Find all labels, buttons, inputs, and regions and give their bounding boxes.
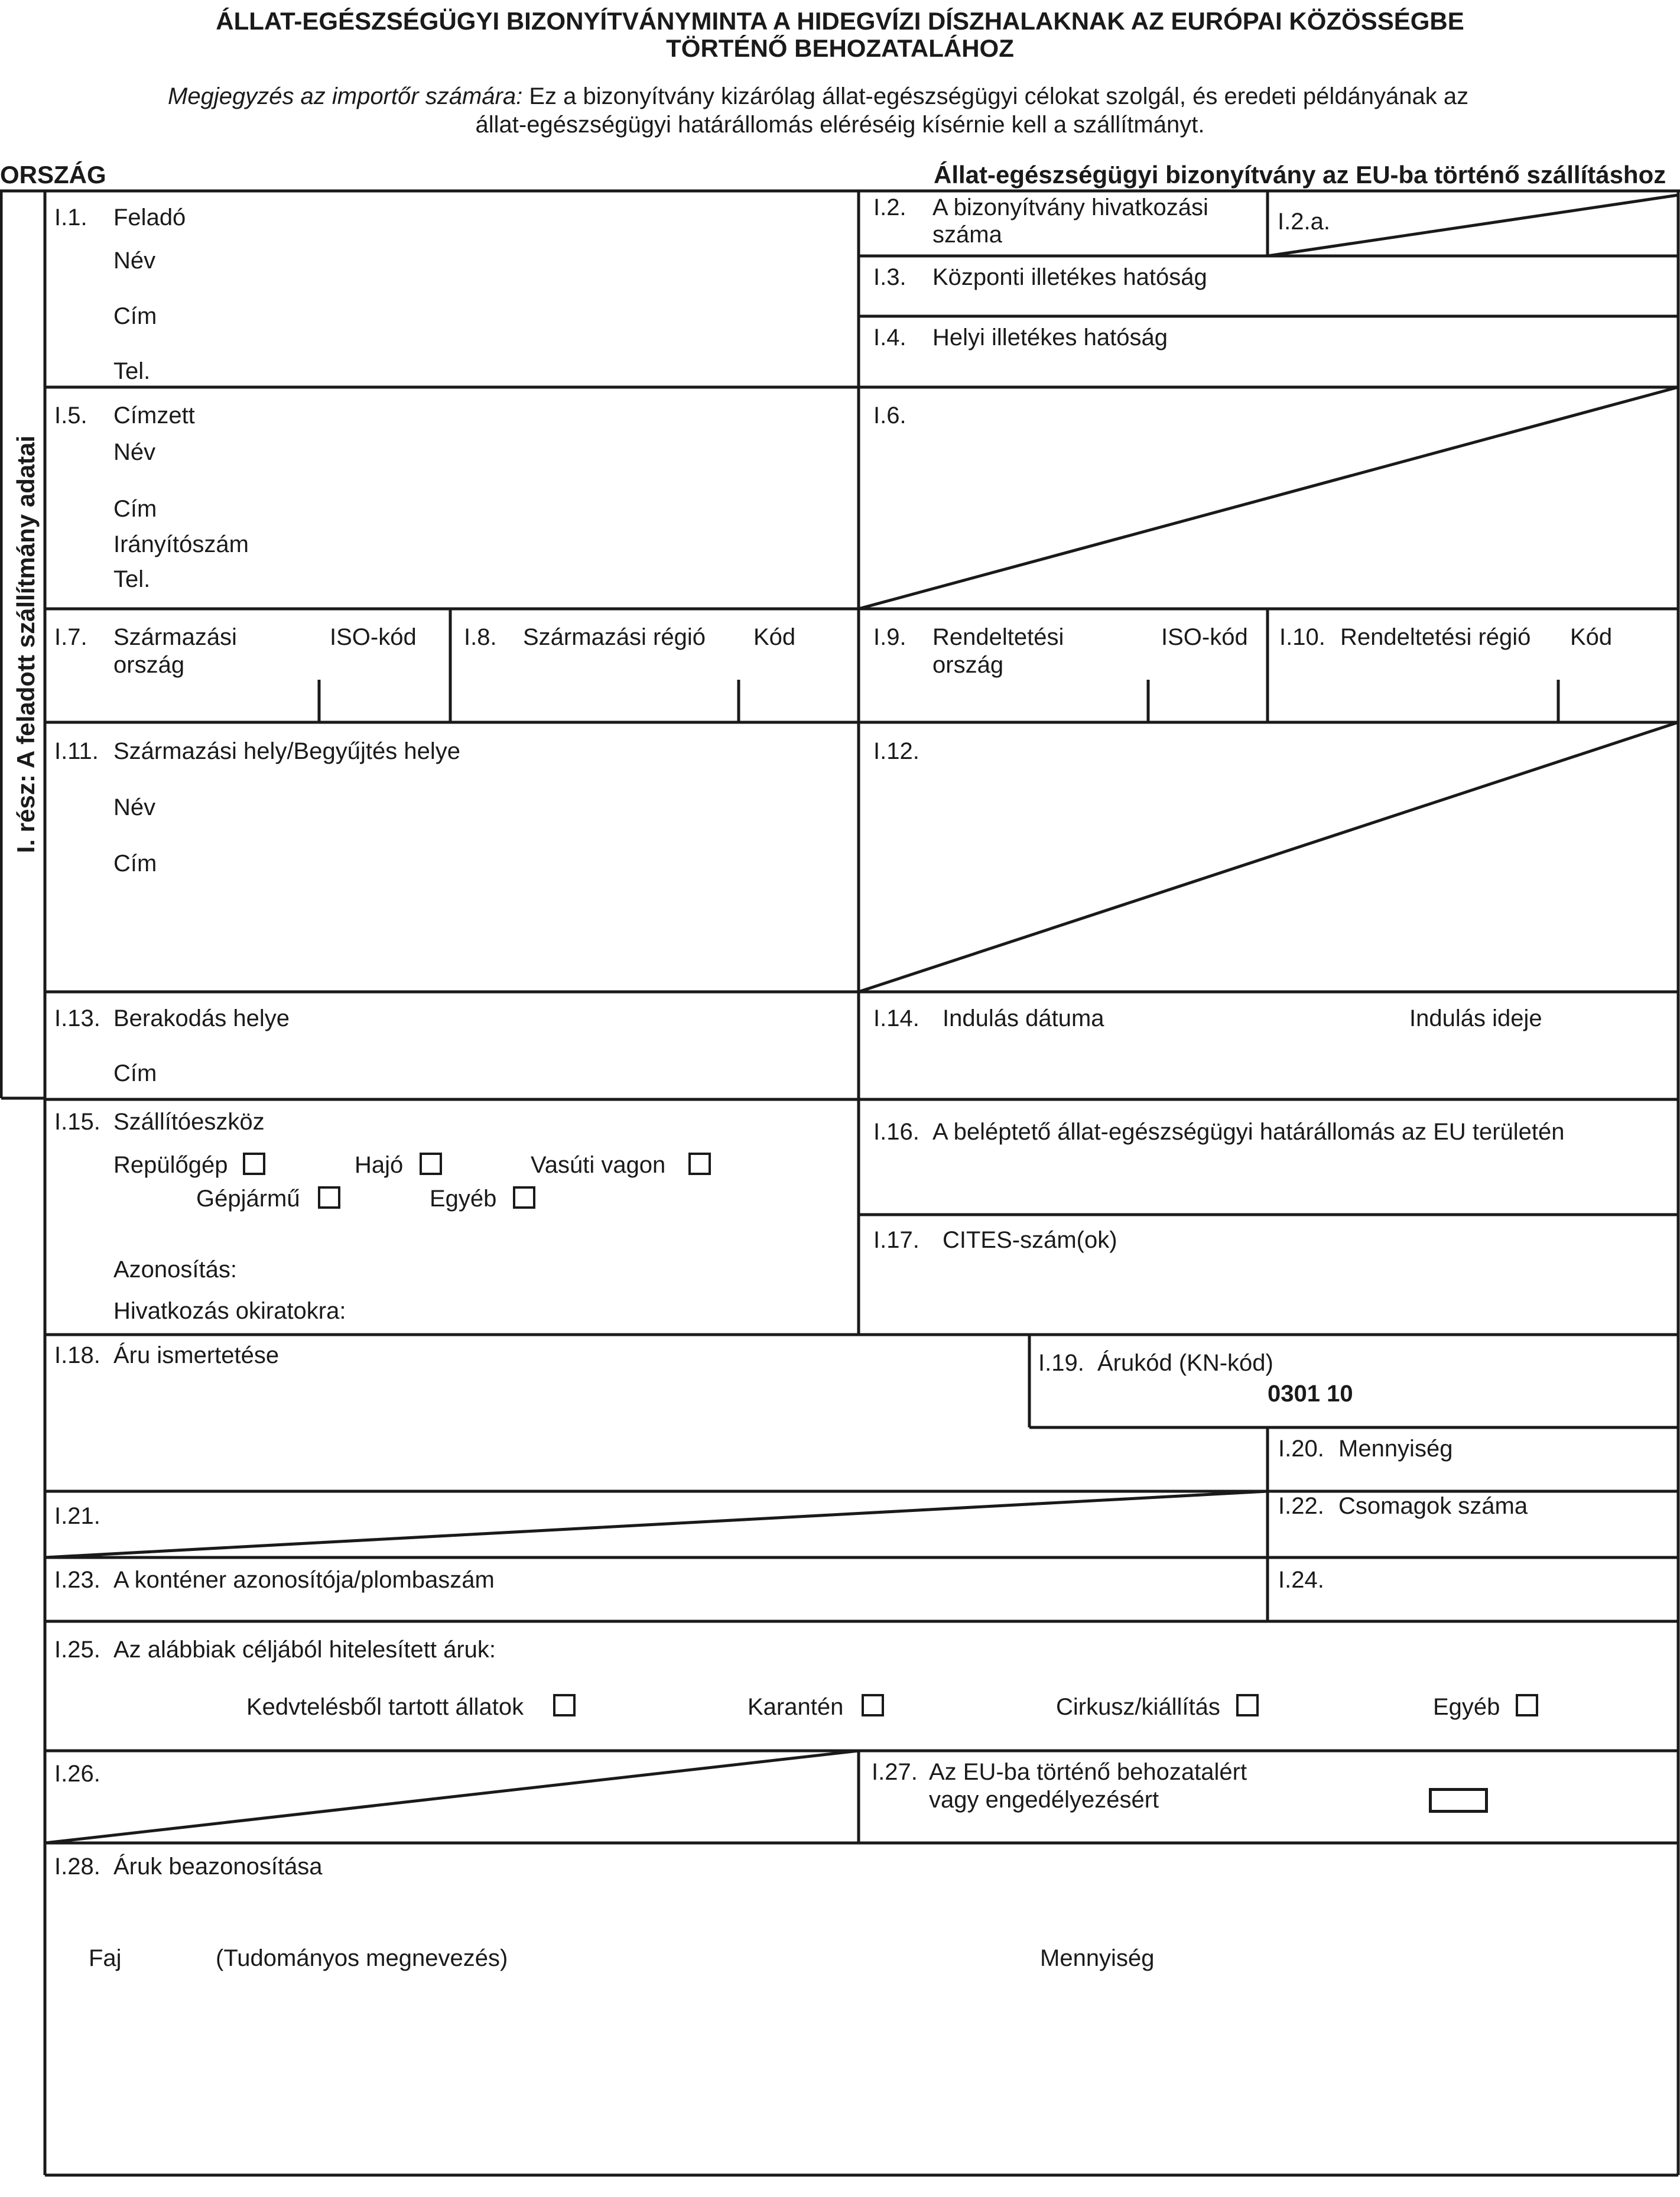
- i15-plane-label: Repülőgép: [113, 1152, 228, 1178]
- i6-number: I.6.: [873, 403, 906, 429]
- i2-number: I.2.: [873, 194, 906, 220]
- title-line-2: TÖRTÉNŐ BEHOZATALÁHOZ: [666, 34, 1014, 62]
- i26-number: I.26.: [54, 1761, 100, 1787]
- i1-name: Név: [113, 248, 156, 274]
- i17-number: I.17.: [873, 1227, 919, 1253]
- i11-name: Név: [113, 794, 156, 820]
- title-line-1: ÁLLAT-EGÉSZSÉGÜGYI BIZONYÍTVÁNYMINTA A HIDEGVÍZI DÍSZHALAKNAK AZ EURÓPAI KÖZÖSSÉGBE: [216, 7, 1464, 35]
- i15-other-checkbox[interactable]: [513, 1186, 535, 1209]
- i17-label: CITES-szám(ok): [943, 1227, 1117, 1253]
- i2-label-2: száma: [932, 222, 1002, 248]
- i7-iso-code: ISO-kód: [330, 624, 417, 650]
- i28-species-column: Faj: [89, 1945, 122, 1971]
- i5-postcode: Irányítószám: [113, 531, 249, 557]
- importer-note-text: Ez a bizonyítvány kizárólag állat-egészségügyi célokat szolgál, és eredeti példányának az: [529, 83, 1469, 109]
- i3-number: I.3.: [873, 264, 906, 290]
- i9-label-1: Rendeltetési: [932, 624, 1064, 650]
- i16-label: A beléptető állat-egészségügyi határállomás az EU területén: [932, 1119, 1565, 1145]
- i15-number: I.15.: [54, 1109, 100, 1135]
- i4-label: Helyi illetékes hatóság: [932, 324, 1168, 351]
- i11-address: Cím: [113, 851, 157, 877]
- i7-number: I.7.: [54, 624, 87, 650]
- i9-label-2: ország: [932, 652, 1004, 678]
- i25-other-label: Egyéb: [1433, 1694, 1500, 1720]
- i4-number: I.4.: [873, 324, 906, 351]
- i13-number: I.13.: [54, 1005, 100, 1031]
- i10-code: Kód: [1570, 624, 1613, 650]
- i7-label-2: ország: [113, 652, 185, 678]
- i15-rail-checkbox[interactable]: [688, 1153, 711, 1175]
- i8-label: Származási régió: [523, 624, 706, 650]
- i27-label-2: vagy engedélyezésért: [929, 1787, 1159, 1813]
- i8-number: I.8.: [464, 624, 497, 650]
- i15-rail-label: Vasúti vagon: [531, 1152, 666, 1178]
- i28-label: Áruk beazonosítása: [113, 1854, 323, 1880]
- i15-ship-label: Hajó: [355, 1152, 404, 1178]
- i28-quantity-column: Mennyiség: [1040, 1945, 1155, 1971]
- i15-ship-checkbox[interactable]: [420, 1153, 442, 1175]
- i15-identification: Azonosítás:: [113, 1257, 238, 1283]
- i10-label: Rendeltetési régió: [1340, 624, 1531, 650]
- i22-number: I.22.: [1278, 1493, 1324, 1519]
- i25-circus-checkbox[interactable]: [1236, 1694, 1259, 1716]
- i13-address: Cím: [113, 1060, 157, 1086]
- i2a-number: I.2.a.: [1278, 209, 1330, 235]
- i18-label: Áru ismertetése: [113, 1342, 280, 1368]
- i5-name: Név: [113, 439, 156, 465]
- certificate-title: Állat-egészségügyi bizonyítvány az EU-ba történő szállításhoz: [934, 161, 1666, 189]
- part-one-side-label: [8, 189, 44, 1099]
- i23-label: A konténer azonosítója/plombaszám: [113, 1567, 495, 1593]
- i9-number: I.9.: [873, 624, 906, 650]
- i13-label: Berakodás helye: [113, 1005, 290, 1031]
- i18-number: I.18.: [54, 1342, 100, 1368]
- i15-road-checkbox[interactable]: [318, 1186, 340, 1209]
- i20-label: Mennyiség: [1338, 1436, 1453, 1462]
- i25-quarantine-checkbox[interactable]: [862, 1694, 884, 1716]
- i28-scientific-name-column: (Tudományos megnevezés): [216, 1945, 508, 1971]
- i25-pets-label: Kedvtelésből tartott állatok: [246, 1694, 524, 1720]
- i15-road-label: Gépjármű: [196, 1186, 300, 1212]
- side-label-text: I. rész: A feladott szállítmány adatai: [12, 435, 40, 854]
- i16-number: I.16.: [873, 1119, 919, 1145]
- i14-number: I.14.: [873, 1005, 919, 1031]
- i23-number: I.23.: [54, 1567, 100, 1593]
- i11-label: Származási hely/Begyűjtés helye: [113, 738, 460, 764]
- i25-circus-label: Cirkusz/kiállítás: [1056, 1694, 1220, 1720]
- i15-label: Szállítóeszköz: [113, 1109, 265, 1135]
- i27-label-1: Az EU-ba történő behozatalért: [929, 1759, 1247, 1785]
- i19-label: Árukód (KN-kód): [1097, 1350, 1273, 1376]
- i5-number: I.5.: [54, 403, 87, 429]
- i11-number: I.11.: [54, 738, 99, 764]
- i5-address: Cím: [113, 496, 157, 522]
- i12-number: I.12.: [873, 738, 919, 764]
- i15-other-label: Egyéb: [430, 1186, 497, 1212]
- i15-plane-checkbox[interactable]: [243, 1153, 265, 1175]
- i19-cn-code-value: 0301 10: [1268, 1381, 1353, 1407]
- i27-number: I.27.: [872, 1759, 918, 1785]
- i27-checkbox[interactable]: [1429, 1788, 1488, 1813]
- i2-label-1: A bizonyítvány hivatkozási: [932, 194, 1208, 220]
- i10-number: I.10.: [1279, 624, 1325, 650]
- i25-quarantine-label: Karantén: [748, 1694, 844, 1720]
- i14-label: Indulás dátuma: [943, 1005, 1104, 1031]
- i9-iso-code: ISO-kód: [1161, 624, 1248, 650]
- importer-note-label: Megjegyzés az importőr számára:: [168, 83, 523, 109]
- importer-note-line-2: állat-egészségügyi határállomás eléréséig kísérnie kell a szállítmányt.: [475, 112, 1205, 138]
- i14-departure-time: Indulás ideje: [1409, 1005, 1542, 1031]
- i25-pets-checkbox[interactable]: [553, 1694, 576, 1716]
- i1-label: Feladó: [113, 205, 186, 231]
- i8-code: Kód: [753, 624, 796, 650]
- i19-number: I.19.: [1038, 1350, 1084, 1376]
- i24-number: I.24.: [1278, 1567, 1324, 1593]
- i3-label: Központi illetékes hatóság: [932, 264, 1207, 290]
- i22-label: Csomagok száma: [1338, 1493, 1528, 1519]
- i5-label: Címzett: [113, 403, 195, 429]
- i20-number: I.20.: [1278, 1436, 1324, 1462]
- i28-number: I.28.: [54, 1854, 100, 1880]
- i1-tel: Tel.: [113, 358, 151, 384]
- i1-number: I.1.: [54, 205, 87, 231]
- i5-tel: Tel.: [113, 566, 151, 592]
- i21-number: I.21.: [54, 1503, 100, 1529]
- i25-label: Az alábbiak céljából hitelesített áruk:: [113, 1637, 496, 1663]
- i25-other-checkbox[interactable]: [1516, 1694, 1538, 1716]
- i15-document-reference: Hivatkozás okiratokra:: [113, 1298, 346, 1324]
- i25-number: I.25.: [54, 1637, 100, 1663]
- country-label: ORSZÁG: [0, 161, 106, 189]
- i7-label-1: Származási: [113, 624, 237, 650]
- i1-address: Cím: [113, 303, 157, 329]
